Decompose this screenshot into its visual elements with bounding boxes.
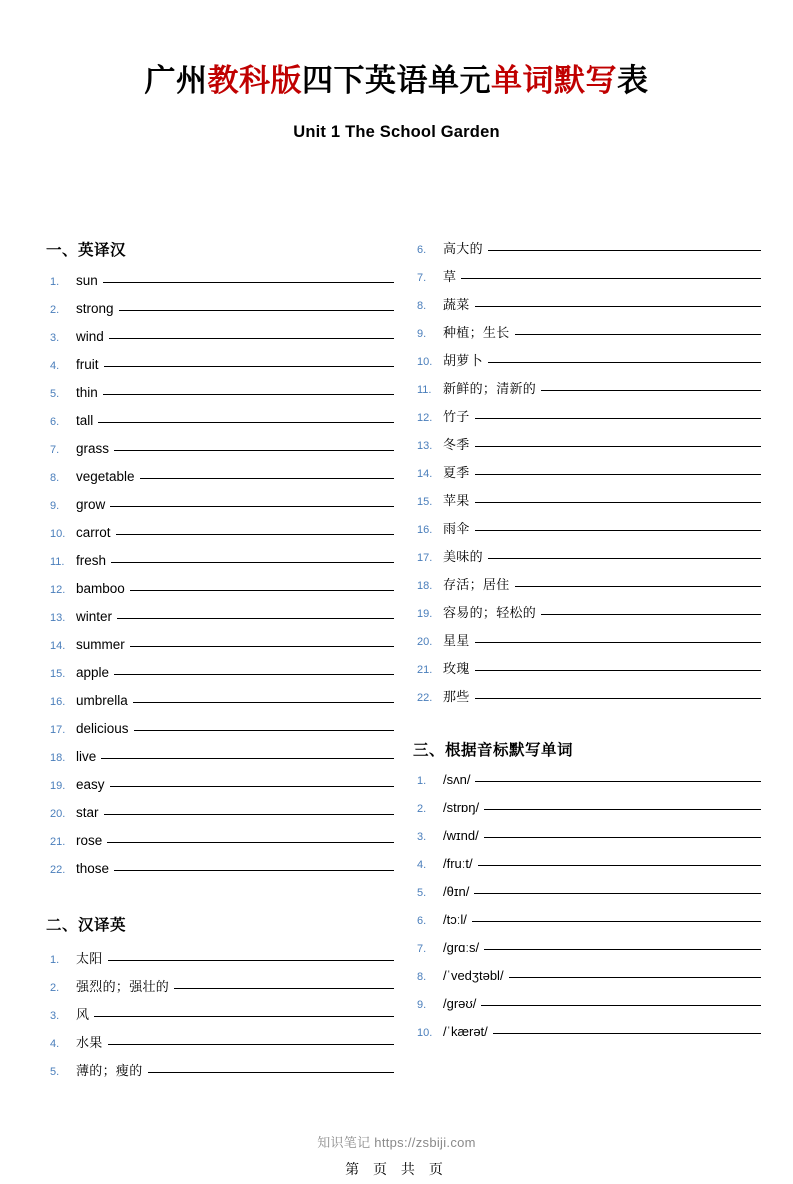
list-item: [46, 301, 394, 329]
item-number: 8.: [50, 472, 60, 484]
item-number: 1.: [417, 775, 427, 787]
item-number: 5.: [50, 1066, 60, 1078]
item-term: easy: [76, 777, 105, 792]
answer-blank[interactable]: [475, 502, 761, 503]
item-number: 6.: [417, 915, 427, 927]
item-term: /wɪnd/: [443, 828, 479, 843]
answer-blank[interactable]: [481, 1005, 761, 1006]
answer-blank[interactable]: [134, 730, 394, 731]
item-number: 4.: [50, 1038, 60, 1050]
item-number: 17.: [50, 724, 66, 736]
item-number: 19.: [417, 608, 433, 620]
answer-blank[interactable]: [174, 988, 394, 989]
list-item: [46, 976, 394, 1004]
list-item: [46, 637, 394, 665]
item-number: 4.: [50, 360, 60, 372]
answer-blank[interactable]: [114, 870, 394, 871]
title-part-3: 四下英语单元: [302, 63, 491, 98]
worksheet-page: [0, 62, 793, 1184]
item-term: those: [76, 861, 110, 876]
answer-blank[interactable]: [475, 306, 761, 307]
list-item: [413, 238, 761, 266]
answer-blank[interactable]: [114, 450, 394, 451]
page-title: [0, 62, 793, 101]
item-term: 蔬菜: [443, 297, 470, 312]
item-term: apple: [76, 665, 110, 680]
title-part-2-red: 教科版: [207, 63, 302, 98]
item-term: /θɪn/: [443, 884, 470, 899]
item-number: 3.: [50, 1010, 60, 1022]
answer-blank[interactable]: [488, 558, 761, 559]
item-term: fruit: [76, 357, 99, 372]
title-part-5: 表: [617, 63, 649, 98]
item-term: 草: [443, 269, 457, 284]
list-item: [46, 385, 394, 413]
watermark: 知识笔记 https://zsbiji.com: [317, 1135, 476, 1150]
item-term: grass: [76, 441, 110, 456]
item-term: 种植；生长: [443, 325, 510, 340]
list-item: [46, 1032, 394, 1060]
list-item: [46, 721, 394, 749]
page-indicator: 第 页 共 页: [345, 1161, 448, 1177]
answer-blank[interactable]: [484, 949, 761, 950]
item-number: 3.: [417, 831, 427, 843]
list-item: [413, 294, 761, 322]
answer-blank[interactable]: [101, 758, 394, 759]
answer-blank[interactable]: [484, 809, 761, 810]
item-term: 雨伞: [443, 521, 470, 536]
answer-blank[interactable]: [104, 814, 394, 815]
list-item: [413, 996, 761, 1024]
list-item: [413, 462, 761, 490]
answer-blank[interactable]: [117, 618, 394, 619]
answer-blank[interactable]: [515, 586, 761, 587]
item-term: strong: [76, 301, 114, 316]
item-term: 夏季: [443, 465, 470, 480]
answer-blank[interactable]: [475, 446, 761, 447]
item-term: 星星: [443, 633, 470, 648]
section-spacer: [413, 714, 761, 738]
answer-blank[interactable]: [116, 534, 394, 535]
list-item: [413, 350, 761, 378]
list-item: [46, 441, 394, 469]
item-number: 9.: [417, 999, 427, 1011]
list-item: [46, 1004, 394, 1032]
item-term: thin: [76, 385, 98, 400]
list-item: [413, 658, 761, 686]
item-term: /ˈvedʒtəbl/: [443, 968, 504, 983]
title-part-1: 广州: [144, 63, 208, 98]
item-number: 13.: [50, 612, 66, 624]
list-item: [413, 1024, 761, 1052]
item-number: 18.: [50, 752, 66, 764]
item-term: winter: [76, 609, 113, 624]
item-term: /tɔːl/: [443, 912, 467, 927]
item-number: 12.: [50, 584, 66, 596]
item-term: tall: [76, 413, 94, 428]
list-item: [46, 665, 394, 693]
answer-blank[interactable]: [98, 422, 394, 423]
item-term: grow: [76, 497, 106, 512]
answer-blank[interactable]: [108, 1044, 394, 1045]
answer-blank[interactable]: [103, 394, 394, 395]
answer-blank[interactable]: [130, 646, 394, 647]
answer-blank[interactable]: [475, 418, 761, 419]
list-item: [46, 777, 394, 805]
item-term: 苹果: [443, 493, 470, 508]
answer-blank[interactable]: [474, 893, 761, 894]
list-item: [46, 413, 394, 441]
item-term: live: [76, 749, 97, 764]
item-term: 玫瑰: [443, 661, 470, 676]
answer-blank[interactable]: [475, 698, 761, 699]
answer-blank[interactable]: [515, 334, 761, 335]
item-number: 17.: [417, 552, 433, 564]
item-term: carrot: [76, 525, 111, 540]
item-term: 风: [76, 1007, 90, 1022]
list-item: [413, 406, 761, 434]
list-item: [413, 884, 761, 912]
item-number: 7.: [50, 444, 60, 456]
item-number: 21.: [50, 836, 66, 848]
item-number: 4.: [417, 859, 427, 871]
section-heading-3: 三、根据音标默写单词: [413, 742, 574, 759]
item-number: 8.: [417, 971, 427, 983]
item-term: summer: [76, 637, 125, 652]
item-number: 18.: [417, 580, 433, 592]
item-term: 存活；居住: [443, 577, 510, 592]
list-item: [413, 856, 761, 884]
item-number: 1.: [50, 954, 60, 966]
answer-blank[interactable]: [130, 590, 394, 591]
item-term: 薄的；瘦的: [76, 1063, 143, 1078]
item-term: 胡萝卜: [443, 353, 483, 368]
item-number: 6.: [50, 416, 60, 428]
title-part-4-red: 单词默写: [491, 63, 617, 98]
item-term: 高大的: [443, 241, 483, 256]
item-number: 11.: [50, 556, 65, 568]
item-term: /sʌn/: [443, 772, 471, 787]
item-term: sun: [76, 273, 98, 288]
item-number: 10.: [417, 356, 433, 368]
list-item: [46, 749, 394, 777]
section-heading-1: 一、英译汉: [46, 242, 127, 259]
item-number: 7.: [417, 272, 427, 284]
list-item: [46, 948, 394, 976]
answer-blank[interactable]: [475, 670, 761, 671]
item-term: 水果: [76, 1035, 103, 1050]
answer-blank[interactable]: [541, 390, 761, 391]
item-term: bamboo: [76, 581, 125, 596]
item-term: umbrella: [76, 693, 128, 708]
item-number: 9.: [417, 328, 427, 340]
item-term: wind: [76, 329, 104, 344]
item-number: 12.: [417, 412, 433, 424]
list-item: [413, 434, 761, 462]
item-number: 14.: [417, 468, 433, 480]
answer-blank[interactable]: [104, 366, 394, 367]
answer-blank[interactable]: [472, 921, 761, 922]
answer-blank[interactable]: [94, 1016, 394, 1017]
answer-blank[interactable]: [140, 478, 394, 479]
list-item: [46, 1060, 394, 1088]
list-item: [413, 378, 761, 406]
section-spacer: [46, 889, 394, 913]
list-item: [46, 805, 394, 833]
answer-blank[interactable]: [109, 338, 394, 339]
answer-blank[interactable]: [119, 310, 394, 311]
item-term: rose: [76, 833, 103, 848]
list-item: [413, 322, 761, 350]
item-number: 14.: [50, 640, 66, 652]
item-term: /strɒŋ/: [443, 800, 480, 815]
item-term: delicious: [76, 721, 129, 736]
item-number: 22.: [50, 864, 66, 876]
item-number: 2.: [417, 803, 427, 815]
list-item: [46, 329, 394, 357]
list-item: [46, 469, 394, 497]
item-number: 10.: [417, 1027, 433, 1039]
answer-blank[interactable]: [107, 842, 394, 843]
item-number: 7.: [417, 943, 427, 955]
item-number: 16.: [417, 524, 433, 536]
list-item: [413, 574, 761, 602]
list-item: [413, 686, 761, 714]
right-column: [413, 238, 761, 1052]
list-item: [46, 273, 394, 301]
answer-blank[interactable]: [108, 960, 394, 961]
list-item: [46, 833, 394, 861]
item-term: 竹子: [443, 409, 470, 424]
list-item: [413, 772, 761, 800]
answer-blank[interactable]: [133, 702, 394, 703]
list-item: [413, 800, 761, 828]
unit-subtitle: Unit 1 The School Garden: [293, 122, 500, 141]
item-number: 10.: [50, 528, 66, 540]
item-number: 15.: [417, 496, 433, 508]
list-item: [46, 497, 394, 525]
list-item: [413, 630, 761, 658]
item-number: 1.: [50, 276, 60, 288]
item-term: fresh: [76, 553, 107, 568]
item-number: 6.: [417, 244, 427, 256]
item-number: 11.: [417, 384, 432, 396]
answer-blank[interactable]: [475, 474, 761, 475]
section-heading-2: 二、汉译英: [46, 917, 127, 934]
list-item: [413, 828, 761, 856]
item-number: 20.: [50, 808, 66, 820]
item-term: 美味的: [443, 549, 483, 564]
left-column: [46, 238, 394, 1088]
list-item: [413, 940, 761, 968]
answer-blank[interactable]: [461, 278, 761, 279]
item-term: /fruːt/: [443, 856, 473, 871]
answer-blank[interactable]: [484, 837, 761, 838]
item-term: 冬季: [443, 437, 470, 452]
list-item: [46, 693, 394, 721]
item-number: 9.: [50, 500, 60, 512]
item-number: 2.: [50, 982, 60, 994]
item-term: 强烈的；强壮的: [76, 979, 170, 994]
list-item: [46, 553, 394, 581]
answer-blank[interactable]: [475, 781, 761, 782]
item-number: 15.: [50, 668, 66, 680]
item-term: /ˈkærət/: [443, 1024, 488, 1039]
list-item: [413, 518, 761, 546]
item-term: vegetable: [76, 469, 135, 484]
item-number: 20.: [417, 636, 433, 648]
answer-blank[interactable]: [475, 642, 761, 643]
answer-blank[interactable]: [488, 250, 761, 251]
answer-blank[interactable]: [541, 614, 761, 615]
answer-blank[interactable]: [148, 1072, 394, 1073]
list-item: [413, 968, 761, 996]
answer-blank[interactable]: [488, 362, 761, 363]
list-item: [413, 602, 761, 630]
worksheet-columns: [0, 238, 793, 1088]
list-item: [413, 490, 761, 518]
list-item: [46, 357, 394, 385]
item-number: 5.: [50, 388, 60, 400]
item-term: 太阳: [76, 951, 103, 966]
answer-blank[interactable]: [475, 530, 761, 531]
item-number: 16.: [50, 696, 66, 708]
list-item: [46, 861, 394, 889]
list-item: [46, 525, 394, 553]
answer-blank[interactable]: [110, 506, 394, 507]
item-number: 19.: [50, 780, 66, 792]
list-item: [46, 581, 394, 609]
item-number: 22.: [417, 692, 433, 704]
answer-blank[interactable]: [111, 562, 394, 563]
answer-blank[interactable]: [114, 674, 394, 675]
item-number: 13.: [417, 440, 433, 452]
item-term: 容易的；轻松的: [443, 605, 537, 620]
list-item: [413, 266, 761, 294]
item-term: /grɑːs/: [443, 940, 480, 955]
answer-blank[interactable]: [103, 282, 394, 283]
answer-blank[interactable]: [493, 1033, 761, 1034]
list-item: [46, 609, 394, 637]
item-term: 新鲜的；清新的: [443, 381, 537, 396]
item-number: 2.: [50, 304, 60, 316]
answer-blank[interactable]: [478, 865, 761, 866]
item-term: star: [76, 805, 99, 820]
list-item: [413, 546, 761, 574]
item-number: 8.: [417, 300, 427, 312]
list-item: [413, 912, 761, 940]
answer-blank[interactable]: [110, 786, 394, 787]
item-term: /grəʊ/: [443, 996, 477, 1011]
item-number: 21.: [417, 664, 433, 676]
item-term: 那些: [443, 689, 470, 704]
answer-blank[interactable]: [509, 977, 761, 978]
item-number: 3.: [50, 332, 60, 344]
item-number: 5.: [417, 887, 427, 899]
